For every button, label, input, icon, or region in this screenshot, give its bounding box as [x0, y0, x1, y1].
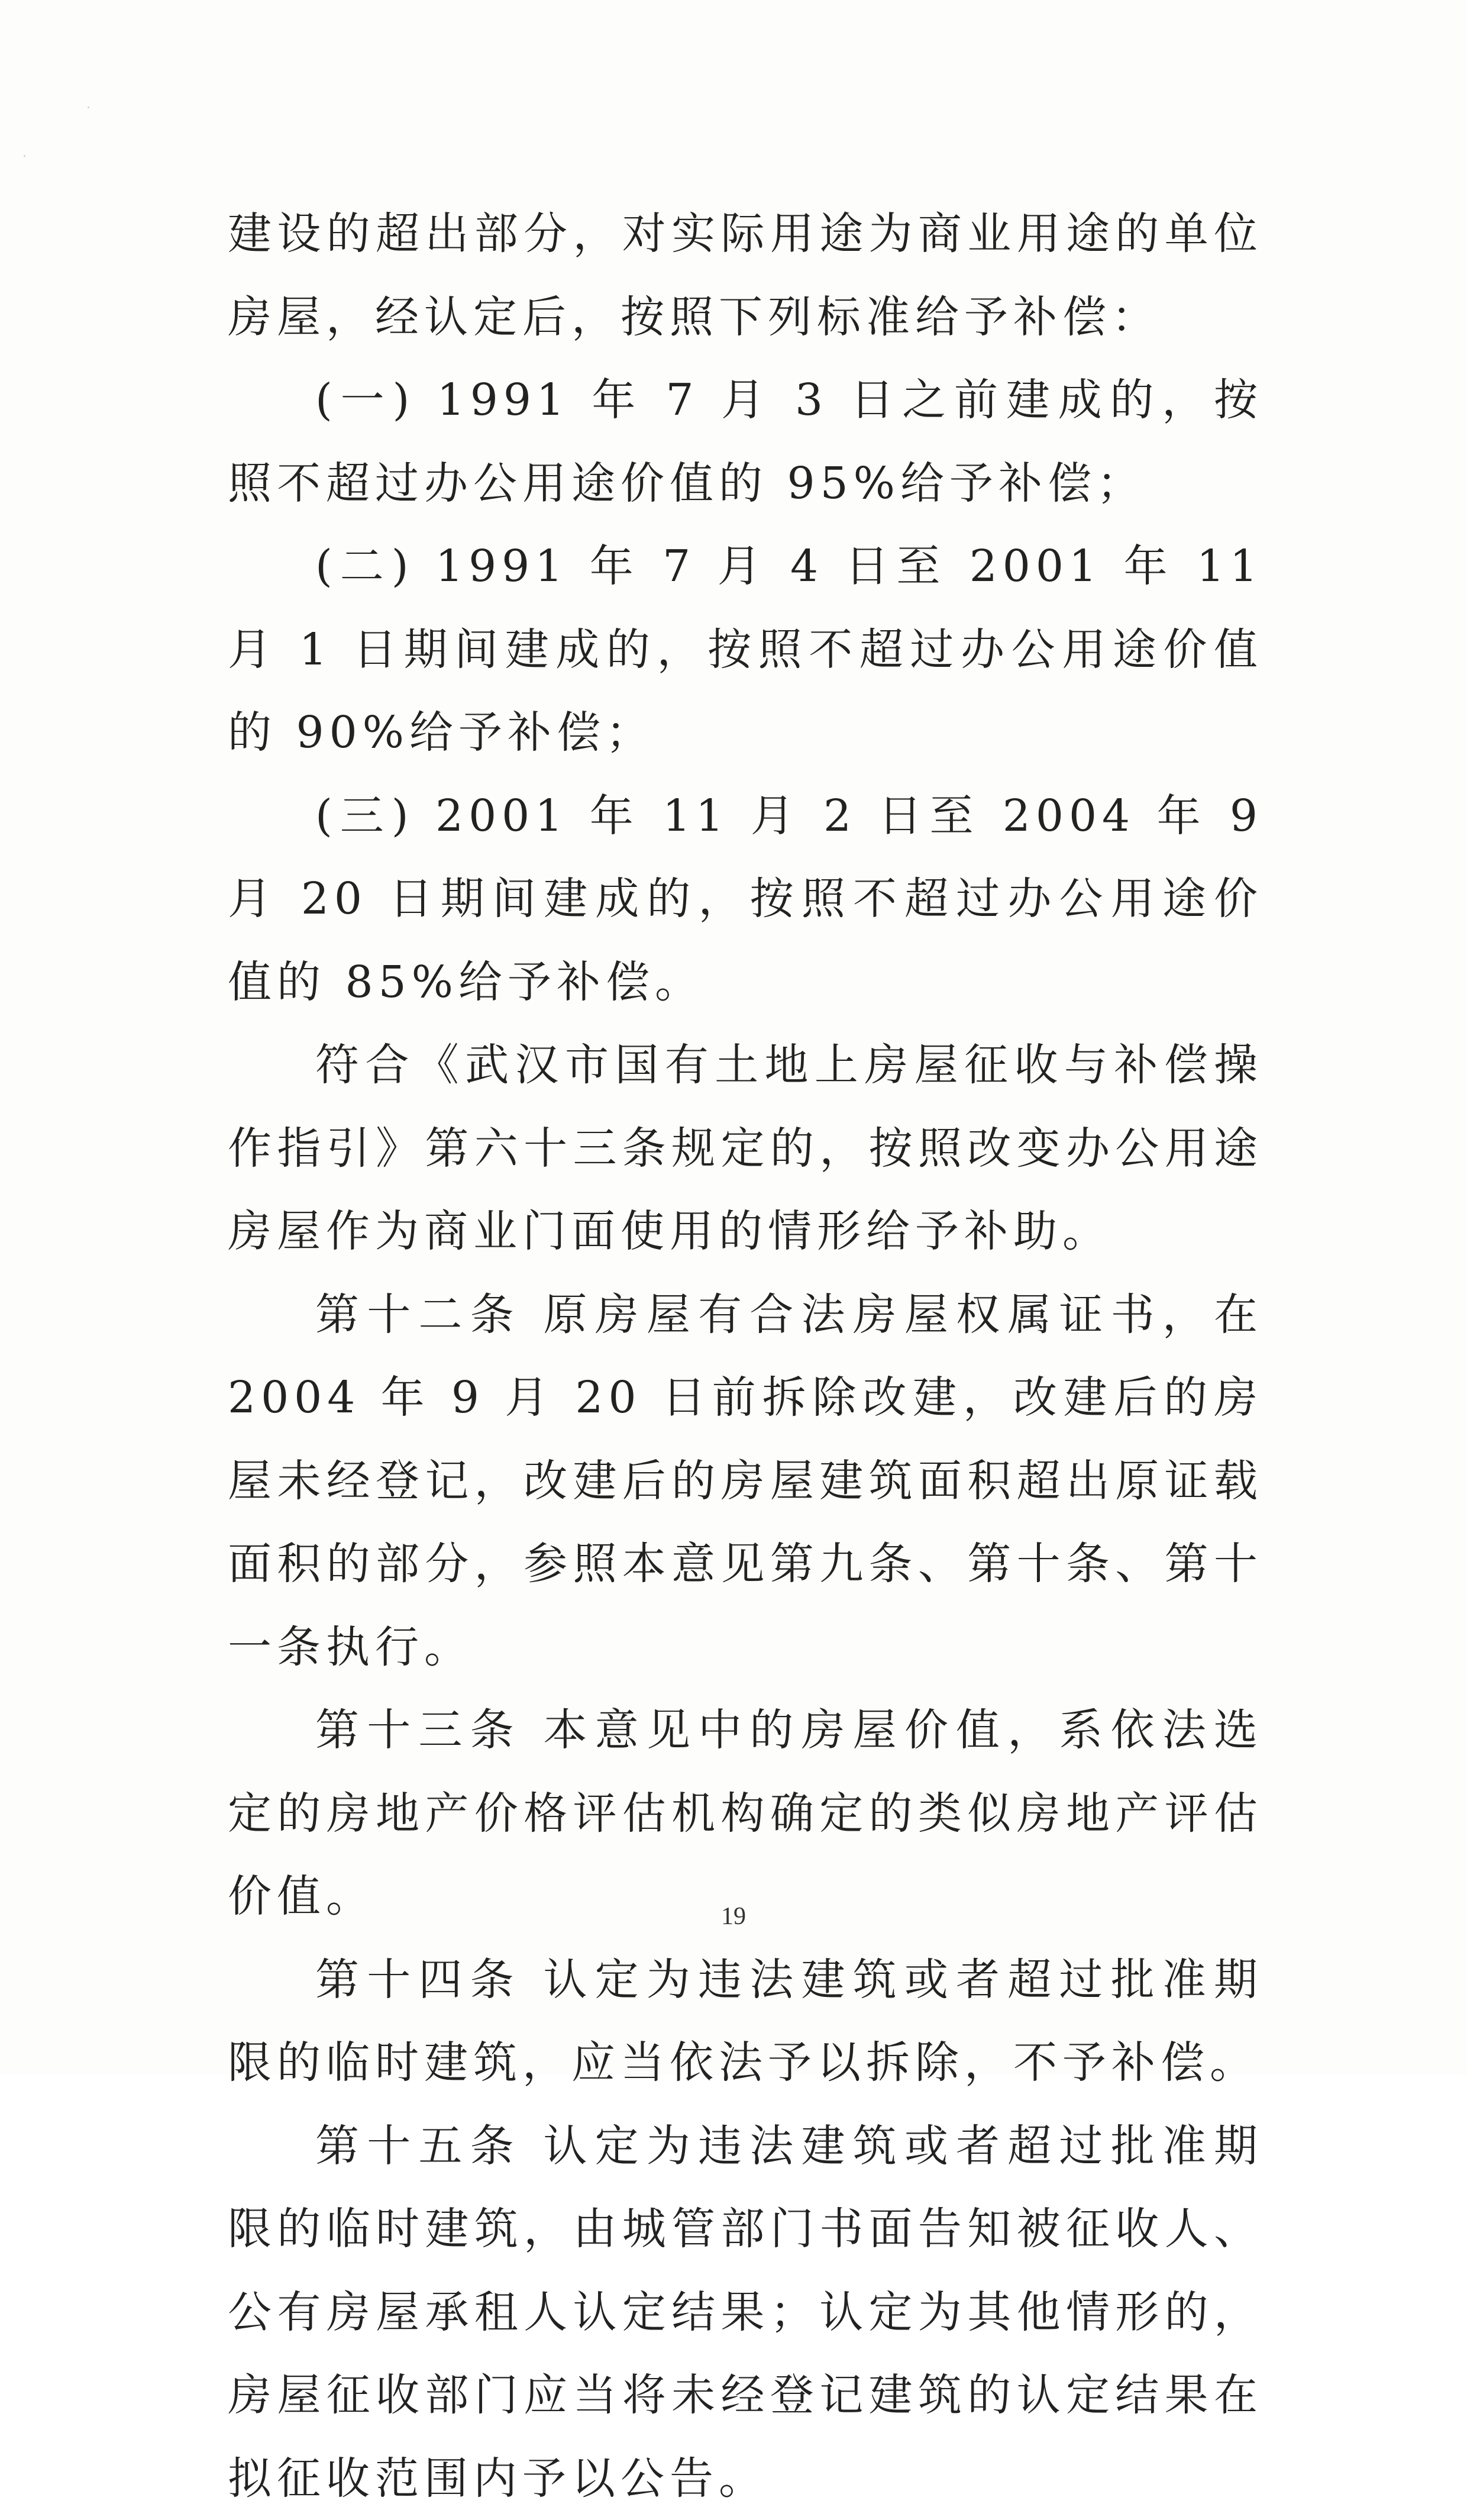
scan-speck — [88, 107, 89, 108]
paragraph-article-15: 第十五条 认定为违法建筑或者超过批准期限的临时建筑，由城管部门书面告知被征收人、公有房屋承租人认定结果；认定为其他情形的，房屋征收部门应当将未经登记建筑的认定结果在拟征收范围内予以公告。 — [228, 2105, 1263, 2520]
paragraph-item-3: (三) 2001 年 11 月 2 日至 2004 年 9 月 20 日期间建成的，按照不超过办公用途价值的 85%给予补偿。 — [228, 775, 1263, 1024]
paragraph-item-2: (二) 1991 年 7 月 4 日至 2001 年 11 月 1 日期间建成的，按照不超过办公用途价值的 90%给予补偿； — [228, 525, 1263, 775]
scan-speck — [24, 155, 25, 157]
document-body — [228, 192, 1263, 2520]
paragraph-article-14: 第十四条 认定为违法建筑或者超过批准期限的临时建筑，应当依法予以拆除，不予补偿。 — [228, 1938, 1263, 2105]
paragraph-article-12: 第十二条 原房屋有合法房屋权属证书，在 2004 年 9 月 20 日前拆除改建，改建后的房屋未经登记，改建后的房屋建筑面积超出原证载面积的部分，参照本意见第九条、第十条、第十一条执行。 — [228, 1273, 1263, 1689]
paragraph-article-13: 第十三条 本意见中的房屋价值，系依法选定的房地产价格评估机构确定的类似房地产评估价值。 — [228, 1689, 1263, 1938]
paragraph-continuation: 建设的超出部分，对实际用途为商业用途的单位房屋，经认定后，按照下列标准给予补偿： — [228, 192, 1263, 359]
paragraph-guideline-reference: 符合《武汉市国有土地上房屋征收与补偿操作指引》第六十三条规定的，按照改变办公用途房屋作为商业门面使用的情形给予补助。 — [228, 1024, 1263, 1273]
paragraph-item-1: (一) 1991 年 7 月 3 日之前建成的，按照不超过办公用途价值的 95%给予补偿； — [228, 359, 1263, 525]
page-number: 19 — [0, 1902, 1467, 1931]
